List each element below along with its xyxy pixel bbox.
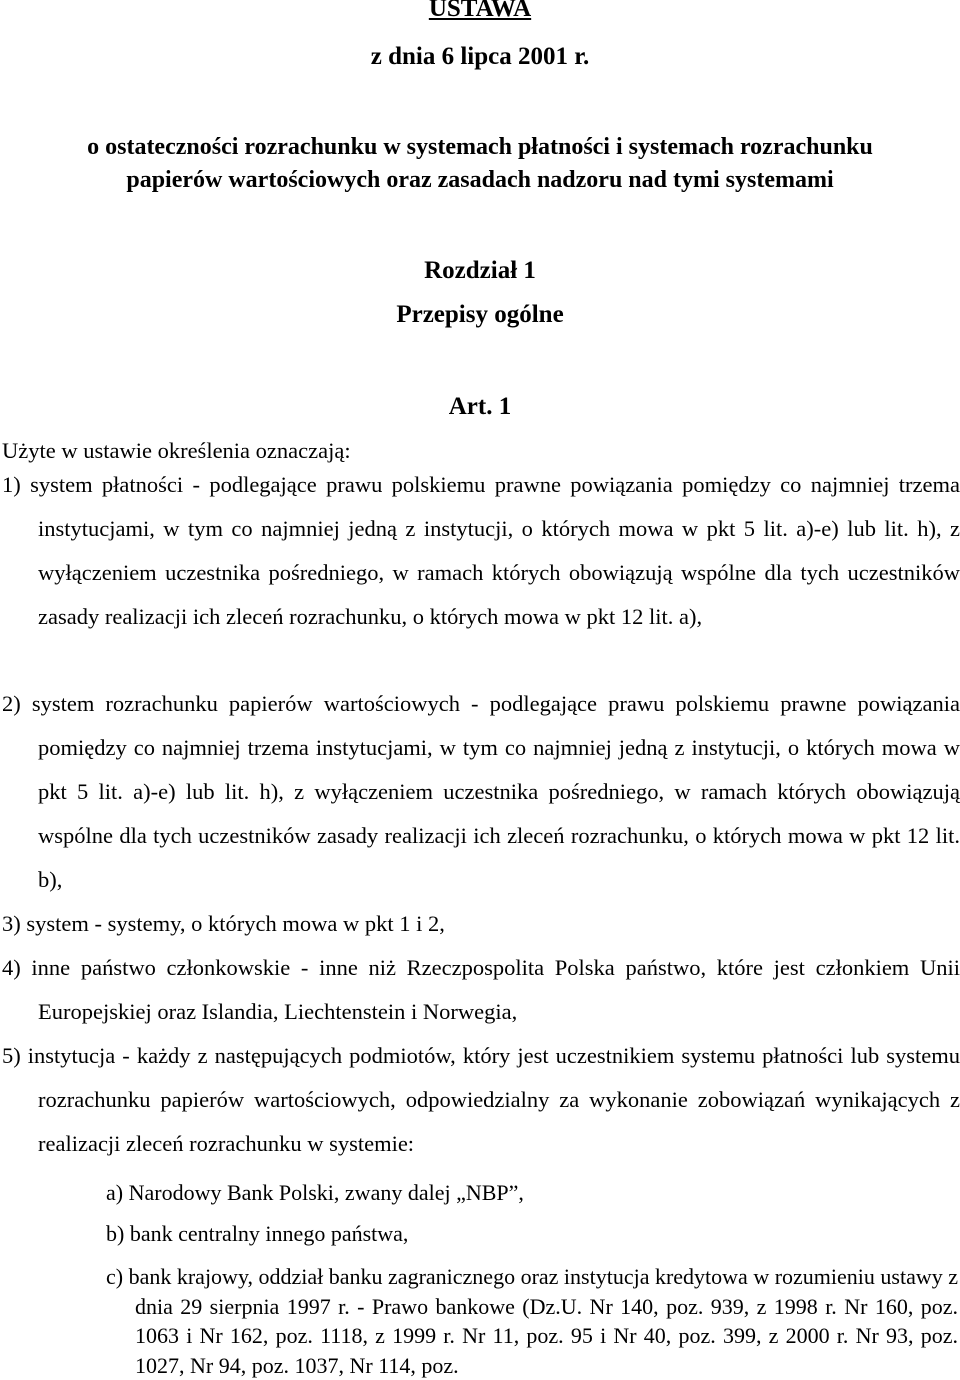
- chapter-number: Rozdział 1: [424, 257, 536, 284]
- definition-item-4: 4) inne państwo członkowskie - inne niż Rzeczpospolita Polska państwo, które jest członkiem Unii Europejskiej oraz Islandia, Liechtenstein i Norwegia,: [2, 955, 960, 1024]
- article-number: Art. 1: [448, 393, 512, 420]
- act-type-heading: USTAWA: [428, 0, 532, 22]
- article-intro: Użyte w ustawie określenia oznaczają:: [2, 438, 351, 463]
- chapter-name: Przepisy ogólne: [396, 301, 564, 328]
- definition-item-1: 1) system płatności - podlegające prawu polskiemu prawne powiązania pomiędzy co najmniej trzema instytucjami, w tym co najmniej jedną z instytucji, o których mowa w pkt 5 lit. a)-e) lub lit. h), z wyłączeniem uczestnika pośredniego, w ramach których obowiązują wspólne dla tych uczestników zasady realizacji ich zleceń rozrachunku, o których mowa w pkt 12 lit. a),: [2, 472, 960, 629]
- act-title: o ostateczności rozrachunku w systemach płatności i systemach rozrachunku papierów wartościowych oraz zasadach nadzoru nad tymi systemami: [87, 134, 873, 193]
- act-date: z dnia 6 lipca 2001 r.: [370, 43, 590, 70]
- subitem-c: c) bank krajowy, oddział banku zagranicznego oraz instytucja kredytowa w rozumieniu ustawy z dnia 29 sierpnia 1997 r. - Prawo bankowe (Dz.U. Nr 140, poz. 939, z 1998 r. Nr 160, poz. 1063 i Nr 162, poz. 1118, z 1999 r. Nr 11, poz. 95 i Nr 40, poz. 399, z 2000 r. Nr 93, poz. 1027, Nr 94, poz. 1037, Nr 114, poz.: [106, 1264, 958, 1378]
- definition-item-3: 3) system - systemy, o których mowa w pkt 1 i 2,: [2, 911, 445, 936]
- definition-item-2: 2) system rozrachunku papierów wartościowych - podlegające prawu polskiemu prawne powiązania pomiędzy co najmniej trzema instytucjami, w tym co najmniej jedną z instytucji, o których mowa w pkt 5 lit. a)-e) lub lit. h), z wyłączeniem uczestnika pośredniego, w ramach których obowiązują wspólne dla tych uczestników zasady realizacji ich zleceń rozrachunku, o których mowa w pkt 12 lit. b),: [2, 691, 960, 892]
- subitem-b: b) bank centralny innego państwa,: [106, 1221, 409, 1246]
- definition-item-5: 5) instytucja - każdy z następujących podmiotów, który jest uczestnikiem systemu płatności lub systemu rozrachunku papierów wartościowych, odpowiedzialny za wykonanie zobowiązań wynikających z realizacji zleceń rozrachunku w systemie:: [2, 1043, 960, 1156]
- subitem-a: a) Narodowy Bank Polski, zwany dalej „NBP”,: [106, 1180, 524, 1205]
